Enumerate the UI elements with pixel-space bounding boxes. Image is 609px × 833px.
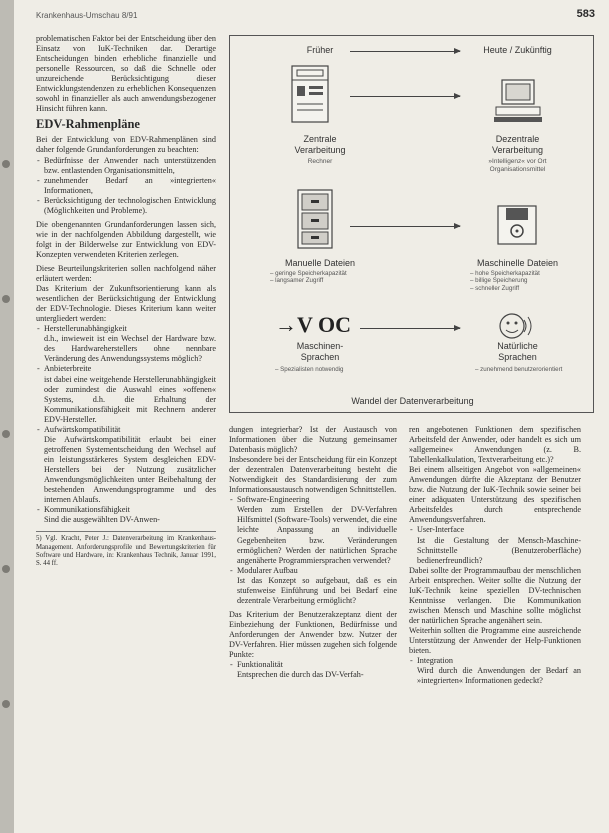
personal-computer-icon — [492, 78, 544, 124]
speech-icon — [496, 310, 534, 344]
criterion-text: Sind die ausgewählten DV-Anwen- — [44, 515, 160, 525]
paragraph: Das Kriterium der Zukunftsorientierung kann als wesentlichen der Berücksichtigung der Entwicklung der EDV-Technologie. Dieses Kriterium kann weiter untergliedert werden: — [36, 284, 216, 324]
list-item — [44, 505, 216, 525]
figure-caption: Wandel der Datenverarbeitung — [351, 396, 474, 406]
intro-paragraph: problematischen Faktor bei der Entscheidung über den Einsatz von IuK-Techniken dar. Derartige Entscheidungen binden erhebliche finanzielle und personelle Ressourcen, so daß die Schnelle oder unzureichende Berücksichtigung dieser Entwicklungstendenzen zu erheblichen Konsequenzen sowohl in finanzieller als auch anwendungsbezogener Hinsicht führen kann. — [36, 34, 216, 114]
paragraph: Dabei sollte der Programmaufbau der menschlichen Arbeit entsprechen. Weiter sollte die Nutzung der IuK-Technik keine speziellen DV-technischen Kenntnisse verlangen. Die Kommunikation zwischen Mensch und Maschine sollte möglichst der natürlichen Sprache angenähert sein. — [409, 565, 581, 625]
list-item: - zunehmender Bedarf an »integrierten« Informationen, — [44, 176, 216, 196]
list-item — [417, 656, 581, 686]
list-item — [417, 525, 581, 565]
figure-list-item: – geringe Speicherkapazität — [270, 270, 400, 277]
arrow-icon — [360, 328, 460, 329]
criterion-text: Wird durch die Anwendungen der Bedarf an »integrierten« Informationen gedeckt? — [417, 666, 581, 686]
list-item — [44, 425, 216, 505]
figure-list-item: – schneller Zugriff — [470, 285, 590, 292]
figure-column-label-left: Früher — [306, 45, 334, 55]
arrow-icon — [350, 96, 460, 97]
figure-row1-right-title: Dezentrale Verarbeitung — [491, 134, 544, 155]
criteria-list — [229, 660, 397, 680]
column-middle — [229, 425, 397, 680]
criterion-name: Modularer Aufbau — [237, 565, 298, 575]
document-page — [14, 0, 609, 833]
machine-language-glyph: →V OC — [275, 312, 351, 337]
criteria-list — [409, 525, 581, 565]
punch-hole — [2, 160, 10, 168]
figure-list-item: – billige Speicherung — [470, 277, 590, 284]
list-item — [237, 495, 397, 565]
figure-row3-left-title: Maschinen- Sprachen — [296, 341, 344, 362]
criterion-name: Anbieterbreite — [44, 364, 92, 374]
punch-hole — [2, 700, 10, 708]
figure-list-item: – Spezialisten notwendig — [275, 366, 395, 373]
criterion-text: Ist das Konzept so aufgebaut, daß es ein stufenweise Einführung und bei Bedarf eine dezentrale Verarbeitung ermöglicht? — [237, 575, 397, 605]
mainframe-computer-icon — [288, 64, 332, 124]
punch-hole — [2, 430, 10, 438]
column-right — [409, 425, 581, 686]
criterion-text: Werden zum Erstellen der DV-Verfahren Hilfsmittel (Software-Tools) verwendet, die eine leichte Anpassung an individuelle Gegebenheiten bzw. Veränderungen ermöglichen? Werden der natürlichen Sprache angenäherte Programmiersprachen verwendet? — [237, 505, 397, 565]
criterion-name: Integration — [417, 656, 453, 666]
criterion-name: Kommunikationsfähigkeit — [44, 505, 130, 515]
criterion-text: Die Aufwärtskompatibilität erlaubt bei einer getroffenen Systementscheidung den Wechsel auf ein leistungsstärkeres System desgleichen EDV-Herstellers bei der Nutzung zusätzlicher Anwendungsmöglichkeiten unter Beibehaltung der bestehenden Anwendungsprogramme und des internen Ablaufs. — [44, 434, 216, 505]
paragraph: Bei einem allseitigen Angebot von »allgemeinen« Anwendungen dürfte die Akzeptanz der Benutzer bzw. die Nutzung der IuK-Technik sowie seiner bei einer adäquaten Unterstützung des spezifischen Arbeitsfeldes durch entsprechende Anwendungsverfahren. — [409, 465, 581, 525]
requirements-list — [36, 156, 216, 216]
footnote: 5) Vgl. Kracht, Peter J.: Datenverarbeitung im Krankenhaus-Management. Anforderungsprofile und Bewertungskriterien für Software und Hardware, in: Krankenhaus Technik, Januar 1991, S. 44 ff. — [36, 531, 216, 569]
figure-row1-left-title: Zentrale Verarbeitung — [294, 134, 346, 155]
paragraph: Insbesondere bei der Entscheidung für ein Konzept der dezentralen Datenverarbeitung besteht die Notwendigkeit des Standardisierung der zum Informationsaustausch notwendigen Schnittstellen. — [229, 455, 397, 495]
paragraph: dungen integrierbar? Ist der Austausch von Informationen über die Nutzung gemeinsamer Datenbasis möglich? — [229, 425, 397, 455]
criterion-text: Ist die Gestaltung der Mensch-Maschine-Schnittstelle (Benutzeroberfläche) bedienerfreundlich? — [417, 535, 581, 565]
figure-column-label-right: Heute / Zukünftig — [483, 45, 552, 55]
figure-row1-left-sub: Rechner — [307, 158, 333, 165]
figure-list-item: – langsamer Zugriff — [270, 277, 400, 284]
arrow-icon — [350, 226, 460, 227]
criterion-text: ist dabei eine weitgehende Herstellerunabhängigkeit oder zumindest die Auswahl eines »offenen« Systems, d.h. die Erhaltung der Kommunikationsfähigkeit mit Rechnern anderer EDV-Hersteller. — [44, 374, 216, 424]
list-item — [237, 566, 397, 606]
binder-edge — [0, 0, 14, 833]
figure-row2-right-title: Maschinelle Dateien — [476, 258, 559, 268]
paragraph: Diese Beurteilungskriterien sollen nachfolgend näher erläutert werden: — [36, 263, 216, 284]
list-item — [237, 660, 397, 680]
figure-list-item: – hohe Speicherkapazität — [470, 270, 590, 277]
list-item — [44, 324, 216, 364]
figure-list-item: – zunehmend benutzerorientiert — [475, 366, 575, 373]
figure-row2-right-list — [470, 270, 590, 292]
criterion-name: Software-Engineering — [237, 495, 310, 505]
page-number: 583 — [576, 8, 595, 20]
figure-row3-right-list — [475, 366, 575, 373]
figure-row2-left-list — [270, 270, 400, 285]
criterion-name: Aufwärtskompatibilität — [44, 424, 121, 434]
criterion-text: d.h., inwieweit ist ein Wechsel der Hardware bzw. des Hardwareherstellers ohne nennbare Veränderung des Anwendungssystems möglich? — [44, 334, 216, 364]
criterion-name: User-Interface — [417, 525, 465, 535]
criterion-name: Herstellerunabhängigkeit — [44, 324, 127, 334]
figure-row3-left-list — [275, 366, 395, 373]
criteria-list — [229, 495, 397, 606]
criterion-name: Funktionalität — [237, 660, 283, 670]
punch-hole — [2, 565, 10, 573]
paragraph: ren angebotenen Funktionen dem spezifischen Arbeitsfeld der Anwender, oder handelt es sich um »allgemeine« Anwendungen (z. B. Tabellenkalkulation, Textverarbeitung etc.)? — [409, 425, 581, 465]
list-item — [44, 364, 216, 424]
arrow-icon — [350, 51, 460, 52]
list-item: - Bedürfnisse der Anwender nach unterstützenden bzw. entlastenden Organisationsmitteln, — [44, 156, 216, 176]
paragraph: Bei der Entwicklung von EDV-Rahmenplänen sind daher folgende Grundanforderungen zu beachten: — [36, 135, 216, 155]
figure-row1-right-sub: »Intelligenz« vor Ort Organisationsmittel — [488, 158, 547, 173]
criteria-list — [409, 656, 581, 686]
criterion-text: Entsprechen die durch das DV-Verfah- — [237, 670, 364, 680]
section-heading: EDV-Rahmenpläne — [36, 117, 140, 132]
running-title: Krankenhaus-Umschau 8/91 — [36, 11, 138, 20]
floppy-disk-icon — [496, 204, 538, 246]
paragraph: Weiterhin sollten die Programme eine ausreichende Unterstützung der Anwender der Help-Funktionen bieten. — [409, 625, 581, 656]
figure-row2-left-title: Manuelle Dateien — [284, 258, 356, 268]
list-item: - Berücksichtigung der technologischen Entwicklung (Möglichkeiten und Probleme). — [44, 196, 216, 216]
paragraph: Das Kriterium der Benutzerakzeptanz dient der Einbeziehung der Funktionen, Bedürfnisse und Anforderungen der Anwender bzw. Nutzer der DV-Verfahren. Hier müssen zugehen sich folgende Punkte: — [229, 609, 397, 660]
figure-row3-right-title: Natürliche Sprachen — [497, 341, 538, 362]
paragraph: Die obengenannten Grundanforderungen lassen sich, wie in der nachfolgenden Abbildung dargestellt, wie folgt in der Bilderwelse zur Entwicklung von EDV-Konzepten verwendeten Kriterien zerlegen. — [36, 219, 216, 259]
punch-hole — [2, 295, 10, 303]
column-left — [36, 34, 216, 569]
figure-diagram — [229, 35, 594, 413]
criteria-list — [36, 324, 216, 525]
filing-cabinet-icon — [292, 188, 338, 250]
